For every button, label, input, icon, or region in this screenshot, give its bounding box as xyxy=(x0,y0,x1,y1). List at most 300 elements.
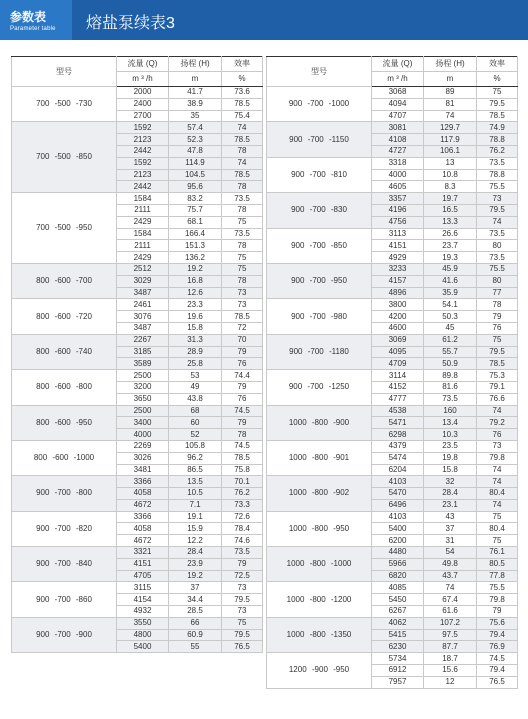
head-cell: 55 xyxy=(169,641,222,653)
efficiency-cell: 79.5 xyxy=(477,98,518,110)
efficiency-cell: 79.5 xyxy=(222,629,263,641)
efficiency-cell: 76.5 xyxy=(477,676,518,688)
head-cell: 55.7 xyxy=(424,346,477,358)
flow-cell: 6230 xyxy=(372,641,424,653)
head-cell: 61.2 xyxy=(424,334,477,346)
head-cell: 81.6 xyxy=(424,381,477,393)
head-cell: 61.6 xyxy=(424,606,477,618)
efficiency-cell: 74.5 xyxy=(222,405,263,417)
flow-cell: 5400 xyxy=(117,641,169,653)
flow-cell: 3113 xyxy=(372,228,424,240)
efficiency-cell: 78 xyxy=(222,181,263,193)
efficiency-cell: 79.5 xyxy=(477,346,518,358)
efficiency-cell: 78.5 xyxy=(222,134,263,146)
efficiency-cell: 78 xyxy=(477,299,518,311)
flow-cell: 2269 xyxy=(117,440,169,452)
efficiency-cell: 76.5 xyxy=(222,641,263,653)
head-cell: 114.9 xyxy=(169,157,222,169)
head-cell: 43 xyxy=(424,511,477,523)
table-row xyxy=(12,87,263,99)
head-cell: 31 xyxy=(424,535,477,547)
flow-cell: 6298 xyxy=(372,429,424,441)
efficiency-cell: 74 xyxy=(222,122,263,134)
head-cell: 10.8 xyxy=(424,169,477,181)
efficiency-cell: 78 xyxy=(222,240,263,252)
efficiency-cell: 79.8 xyxy=(477,594,518,606)
flow-cell: 2442 xyxy=(117,181,169,193)
efficiency-cell: 76.6 xyxy=(477,393,518,405)
model-cell: 900 -700 -1150 xyxy=(267,122,372,157)
head-cell: 73.5 xyxy=(424,393,477,405)
flow-cell: 3233 xyxy=(372,263,424,275)
head-cell: 35.9 xyxy=(424,287,477,299)
efficiency-cell: 80 xyxy=(477,275,518,287)
model-cell: 900 -700 -1250 xyxy=(267,370,372,405)
flow-cell: 3366 xyxy=(117,511,169,523)
head-cell: 66 xyxy=(169,617,222,629)
efficiency-cell: 73.3 xyxy=(222,499,263,511)
head-cell: 57.4 xyxy=(169,122,222,134)
flow-cell: 3068 xyxy=(372,87,424,99)
efficiency-cell: 73.5 xyxy=(477,228,518,240)
page-header xyxy=(0,0,528,40)
head-cell: 19.7 xyxy=(424,193,477,205)
flow-cell: 2512 xyxy=(117,263,169,275)
efficiency-cell: 75 xyxy=(477,511,518,523)
flow-header: 流量 (Q) xyxy=(117,57,169,72)
flow-cell: 3318 xyxy=(372,157,424,169)
table-row xyxy=(12,511,263,523)
model-cell: 800 -600 -800 xyxy=(12,370,117,405)
efficiency-cell: 70 xyxy=(222,334,263,346)
flow-cell: 3069 xyxy=(372,334,424,346)
flow-cell: 4777 xyxy=(372,393,424,405)
flow-cell: 4095 xyxy=(372,346,424,358)
flow-cell: 4157 xyxy=(372,275,424,287)
efficiency-cell: 75.4 xyxy=(222,110,263,122)
head-cell: 49.8 xyxy=(424,558,477,570)
flow-cell: 5471 xyxy=(372,417,424,429)
efficiency-cell: 72.5 xyxy=(222,570,263,582)
efficiency-cell: 79 xyxy=(222,346,263,358)
head-cell: 15.6 xyxy=(424,665,477,677)
table-row xyxy=(267,582,518,594)
model-cell: 1000 -800 -902 xyxy=(267,476,372,511)
flow-cell: 6200 xyxy=(372,535,424,547)
efficiency-cell: 79.5 xyxy=(477,204,518,216)
flow-cell: 3589 xyxy=(117,358,169,370)
head-cell: 52 xyxy=(169,429,222,441)
efficiency-cell: 78 xyxy=(222,145,263,157)
flow-cell: 3026 xyxy=(117,452,169,464)
table-row xyxy=(267,653,518,665)
flow-cell: 3481 xyxy=(117,464,169,476)
flow-cell: 2500 xyxy=(117,370,169,382)
head-cell: 89 xyxy=(424,87,477,99)
efficiency-cell: 78.5 xyxy=(477,110,518,122)
head-cell: 54.1 xyxy=(424,299,477,311)
flow-cell: 2123 xyxy=(117,169,169,181)
efficiency-cell: 78.8 xyxy=(477,134,518,146)
efficiency-cell: 76 xyxy=(222,393,263,405)
flow-cell: 2111 xyxy=(117,240,169,252)
flow-cell: 1584 xyxy=(117,228,169,240)
efficiency-cell: 73.5 xyxy=(477,252,518,264)
table-row xyxy=(267,157,518,169)
head-cell: 89.8 xyxy=(424,370,477,382)
flow-cell: 2267 xyxy=(117,334,169,346)
efficiency-cell: 73 xyxy=(222,582,263,594)
table-row xyxy=(267,122,518,134)
flow-cell: 3076 xyxy=(117,311,169,323)
flow-cell: 4929 xyxy=(372,252,424,264)
flow-cell: 2700 xyxy=(117,110,169,122)
efficiency-cell: 74 xyxy=(477,499,518,511)
flow-cell: 3029 xyxy=(117,275,169,287)
section-tag-title: 参数表 xyxy=(10,10,47,24)
flow-cell: 4705 xyxy=(117,570,169,582)
efficiency-cell: 80.4 xyxy=(477,488,518,500)
efficiency-cell: 79.4 xyxy=(477,629,518,641)
head-cell: 15.8 xyxy=(424,464,477,476)
efficiency-header: 效率 xyxy=(222,57,263,72)
efficiency-cell: 74 xyxy=(222,157,263,169)
head-cell: 18.7 xyxy=(424,653,477,665)
head-cell: 47.8 xyxy=(169,145,222,157)
flow-cell: 3081 xyxy=(372,122,424,134)
efficiency-cell: 76.2 xyxy=(477,145,518,157)
head-cell: 43.8 xyxy=(169,393,222,405)
efficiency-unit: % xyxy=(477,72,518,87)
table-row xyxy=(267,405,518,417)
model-cell: 1000 -800 -1000 xyxy=(267,547,372,582)
head-cell: 67.4 xyxy=(424,594,477,606)
efficiency-cell: 78 xyxy=(222,204,263,216)
flow-cell: 4151 xyxy=(372,240,424,252)
head-cell: 95.6 xyxy=(169,181,222,193)
table-row xyxy=(267,370,518,382)
head-cell: 10.3 xyxy=(424,429,477,441)
flow-cell: 2400 xyxy=(117,98,169,110)
flow-cell: 1592 xyxy=(117,157,169,169)
flow-cell: 4707 xyxy=(372,110,424,122)
section-tag-subtitle: Parameter table xyxy=(10,26,56,32)
efficiency-cell: 76 xyxy=(477,429,518,441)
efficiency-cell: 74 xyxy=(477,464,518,476)
parameter-table-left xyxy=(11,56,263,653)
flow-cell: 4103 xyxy=(372,511,424,523)
efficiency-cell: 79.2 xyxy=(477,417,518,429)
head-cell: 107.2 xyxy=(424,617,477,629)
flow-cell: 3550 xyxy=(117,617,169,629)
table-row xyxy=(12,547,263,559)
flow-cell: 4058 xyxy=(117,488,169,500)
flow-cell: 3185 xyxy=(117,346,169,358)
flow-cell: 4196 xyxy=(372,204,424,216)
efficiency-cell: 74 xyxy=(477,476,518,488)
head-cell: 19.3 xyxy=(424,252,477,264)
efficiency-cell: 74.9 xyxy=(477,122,518,134)
head-cell: 86.5 xyxy=(169,464,222,476)
flow-cell: 2429 xyxy=(117,252,169,264)
head-cell: 25.8 xyxy=(169,358,222,370)
efficiency-cell: 78.5 xyxy=(222,452,263,464)
efficiency-cell: 75.8 xyxy=(222,464,263,476)
flow-cell: 3115 xyxy=(117,582,169,594)
efficiency-cell: 74.6 xyxy=(222,535,263,547)
efficiency-cell: 79 xyxy=(222,381,263,393)
flow-cell: 4600 xyxy=(372,322,424,334)
flow-cell: 4000 xyxy=(117,429,169,441)
table-row xyxy=(267,228,518,240)
flow-cell: 4709 xyxy=(372,358,424,370)
model-cell: 900 -700 -980 xyxy=(267,299,372,334)
efficiency-cell: 70.1 xyxy=(222,476,263,488)
head-unit: m xyxy=(169,72,222,87)
table-row xyxy=(12,193,263,205)
flow-cell: 4605 xyxy=(372,181,424,193)
flow-cell: 4200 xyxy=(372,311,424,323)
head-cell: 45 xyxy=(424,322,477,334)
table-row xyxy=(267,476,518,488)
head-cell: 45.9 xyxy=(424,263,477,275)
efficiency-cell: 80 xyxy=(477,240,518,252)
head-cell: 60.9 xyxy=(169,629,222,641)
model-cell: 900 -700 -800 xyxy=(12,476,117,511)
head-cell: 97.5 xyxy=(424,629,477,641)
flow-cell: 4538 xyxy=(372,405,424,417)
flow-cell: 5470 xyxy=(372,488,424,500)
flow-cell: 5450 xyxy=(372,594,424,606)
table-row xyxy=(12,582,263,594)
efficiency-cell: 73 xyxy=(222,299,263,311)
head-cell: 166.4 xyxy=(169,228,222,240)
flow-unit: m ³ /h xyxy=(117,72,169,87)
table-row xyxy=(12,299,263,311)
efficiency-cell: 77 xyxy=(477,287,518,299)
efficiency-cell: 75.6 xyxy=(477,617,518,629)
head-cell: 117.9 xyxy=(424,134,477,146)
table-row xyxy=(12,370,263,382)
flow-cell: 2442 xyxy=(117,145,169,157)
model-cell: 700 -500 -850 xyxy=(12,122,117,193)
model-cell: 1000 -800 -900 xyxy=(267,405,372,440)
model-cell: 900 -700 -850 xyxy=(267,228,372,263)
model-cell: 900 -700 -1000 xyxy=(267,87,372,122)
efficiency-cell: 78.5 xyxy=(477,358,518,370)
flow-cell: 4085 xyxy=(372,582,424,594)
head-cell: 19.2 xyxy=(169,263,222,275)
flow-cell: 4480 xyxy=(372,547,424,559)
efficiency-cell: 73.5 xyxy=(222,228,263,240)
flow-cell: 6820 xyxy=(372,570,424,582)
model-header: 型号 xyxy=(12,57,117,87)
head-cell: 12.2 xyxy=(169,535,222,547)
head-cell: 53 xyxy=(169,370,222,382)
model-cell: 800 -600 -740 xyxy=(12,334,117,369)
flow-unit: m ³ /h xyxy=(372,72,424,87)
flow-cell: 4154 xyxy=(117,594,169,606)
table-row xyxy=(12,334,263,346)
head-cell: 23.5 xyxy=(424,440,477,452)
head-header: 扬程 (H) xyxy=(424,57,477,72)
flow-cell: 5415 xyxy=(372,629,424,641)
efficiency-cell: 75 xyxy=(222,216,263,228)
efficiency-cell: 77.8 xyxy=(477,570,518,582)
head-cell: 129.7 xyxy=(424,122,477,134)
flow-cell: 4151 xyxy=(117,558,169,570)
flow-cell: 3366 xyxy=(117,476,169,488)
head-cell: 35 xyxy=(169,110,222,122)
efficiency-cell: 80.4 xyxy=(477,523,518,535)
head-cell: 52.3 xyxy=(169,134,222,146)
head-cell: 13.3 xyxy=(424,216,477,228)
efficiency-cell: 72 xyxy=(222,322,263,334)
head-cell: 68 xyxy=(169,405,222,417)
flow-cell: 6204 xyxy=(372,464,424,476)
table-row xyxy=(267,193,518,205)
efficiency-cell: 73 xyxy=(222,287,263,299)
flow-cell: 7957 xyxy=(372,676,424,688)
table-row xyxy=(267,334,518,346)
head-cell: 81 xyxy=(424,98,477,110)
table-row xyxy=(12,405,263,417)
efficiency-cell: 75 xyxy=(477,535,518,547)
head-cell: 75.7 xyxy=(169,204,222,216)
table-row xyxy=(267,299,518,311)
head-unit: m xyxy=(424,72,477,87)
flow-cell: 3800 xyxy=(372,299,424,311)
flow-cell: 4379 xyxy=(372,440,424,452)
head-cell: 60 xyxy=(169,417,222,429)
efficiency-cell: 73.5 xyxy=(222,193,263,205)
flow-cell: 3321 xyxy=(117,547,169,559)
flow-cell: 4756 xyxy=(372,216,424,228)
efficiency-cell: 75.5 xyxy=(477,181,518,193)
efficiency-cell: 73.5 xyxy=(477,157,518,169)
efficiency-cell: 79.8 xyxy=(477,452,518,464)
efficiency-cell: 75.5 xyxy=(477,263,518,275)
efficiency-cell: 78.5 xyxy=(222,311,263,323)
head-cell: 19.8 xyxy=(424,452,477,464)
efficiency-cell: 79.5 xyxy=(222,594,263,606)
flow-cell: 3400 xyxy=(117,417,169,429)
flow-cell: 2000 xyxy=(117,87,169,99)
efficiency-cell: 78.5 xyxy=(222,169,263,181)
flow-cell: 4800 xyxy=(117,629,169,641)
efficiency-cell: 73 xyxy=(477,440,518,452)
flow-cell: 4672 xyxy=(117,499,169,511)
efficiency-cell: 75 xyxy=(477,334,518,346)
flow-cell: 4000 xyxy=(372,169,424,181)
flow-cell: 4152 xyxy=(372,381,424,393)
flow-cell: 3200 xyxy=(117,381,169,393)
model-cell: 800 -600 -950 xyxy=(12,405,117,440)
model-cell: 700 -500 -730 xyxy=(12,87,117,122)
flow-cell: 2461 xyxy=(117,299,169,311)
flow-cell: 3114 xyxy=(372,370,424,382)
efficiency-cell: 76 xyxy=(222,358,263,370)
efficiency-cell: 80.5 xyxy=(477,558,518,570)
flow-cell: 2429 xyxy=(117,216,169,228)
efficiency-cell: 74.4 xyxy=(222,370,263,382)
head-cell: 13.4 xyxy=(424,417,477,429)
efficiency-cell: 75 xyxy=(222,617,263,629)
model-cell: 1200 -900 -950 xyxy=(267,653,372,688)
head-header: 扬程 (H) xyxy=(169,57,222,72)
table-row xyxy=(267,547,518,559)
flow-cell: 5400 xyxy=(372,523,424,535)
model-cell: 700 -500 -950 xyxy=(12,193,117,264)
flow-cell: 4932 xyxy=(117,606,169,618)
efficiency-cell: 73 xyxy=(222,606,263,618)
efficiency-cell: 76.1 xyxy=(477,547,518,559)
flow-cell: 6267 xyxy=(372,606,424,618)
table-row xyxy=(12,263,263,275)
head-cell: 12 xyxy=(424,676,477,688)
efficiency-cell: 74.5 xyxy=(477,653,518,665)
flow-cell: 5734 xyxy=(372,653,424,665)
head-cell: 50.9 xyxy=(424,358,477,370)
flow-cell: 4896 xyxy=(372,287,424,299)
head-cell: 50.3 xyxy=(424,311,477,323)
table-row xyxy=(12,617,263,629)
efficiency-cell: 74.5 xyxy=(222,440,263,452)
efficiency-cell: 78.8 xyxy=(477,169,518,181)
head-cell: 49 xyxy=(169,381,222,393)
efficiency-cell: 78.5 xyxy=(222,98,263,110)
head-cell: 34.4 xyxy=(169,594,222,606)
efficiency-header: 效率 xyxy=(477,57,518,72)
table-row xyxy=(12,476,263,488)
flow-cell: 6496 xyxy=(372,499,424,511)
head-cell: 41.7 xyxy=(169,87,222,99)
efficiency-cell: 72.6 xyxy=(222,511,263,523)
head-cell: 106.1 xyxy=(424,145,477,157)
head-cell: 160 xyxy=(424,405,477,417)
model-cell: 1000 -800 -1200 xyxy=(267,582,372,617)
flow-cell: 3357 xyxy=(372,193,424,205)
head-cell: 74 xyxy=(424,110,477,122)
flow-cell: 4094 xyxy=(372,98,424,110)
flow-cell: 4062 xyxy=(372,617,424,629)
flow-cell: 1584 xyxy=(117,193,169,205)
head-cell: 19.6 xyxy=(169,311,222,323)
efficiency-cell: 75.5 xyxy=(477,582,518,594)
model-cell: 900 -700 -1180 xyxy=(267,334,372,369)
table-row xyxy=(267,511,518,523)
model-cell: 900 -700 -900 xyxy=(12,617,117,652)
efficiency-cell: 73.6 xyxy=(222,87,263,99)
head-cell: 28.4 xyxy=(169,547,222,559)
head-cell: 37 xyxy=(169,582,222,594)
table-row xyxy=(12,440,263,452)
head-cell: 87.7 xyxy=(424,641,477,653)
table-row xyxy=(267,617,518,629)
flow-cell: 5474 xyxy=(372,452,424,464)
head-cell: 7.1 xyxy=(169,499,222,511)
head-cell: 26.6 xyxy=(424,228,477,240)
model-cell: 900 -700 -830 xyxy=(267,193,372,228)
head-cell: 54 xyxy=(424,547,477,559)
head-cell: 43.7 xyxy=(424,570,477,582)
section-tag xyxy=(0,0,72,40)
head-cell: 15.9 xyxy=(169,523,222,535)
head-cell: 8.3 xyxy=(424,181,477,193)
head-cell: 28.9 xyxy=(169,346,222,358)
efficiency-cell: 79 xyxy=(222,558,263,570)
model-cell: 800 -600 -700 xyxy=(12,263,117,298)
